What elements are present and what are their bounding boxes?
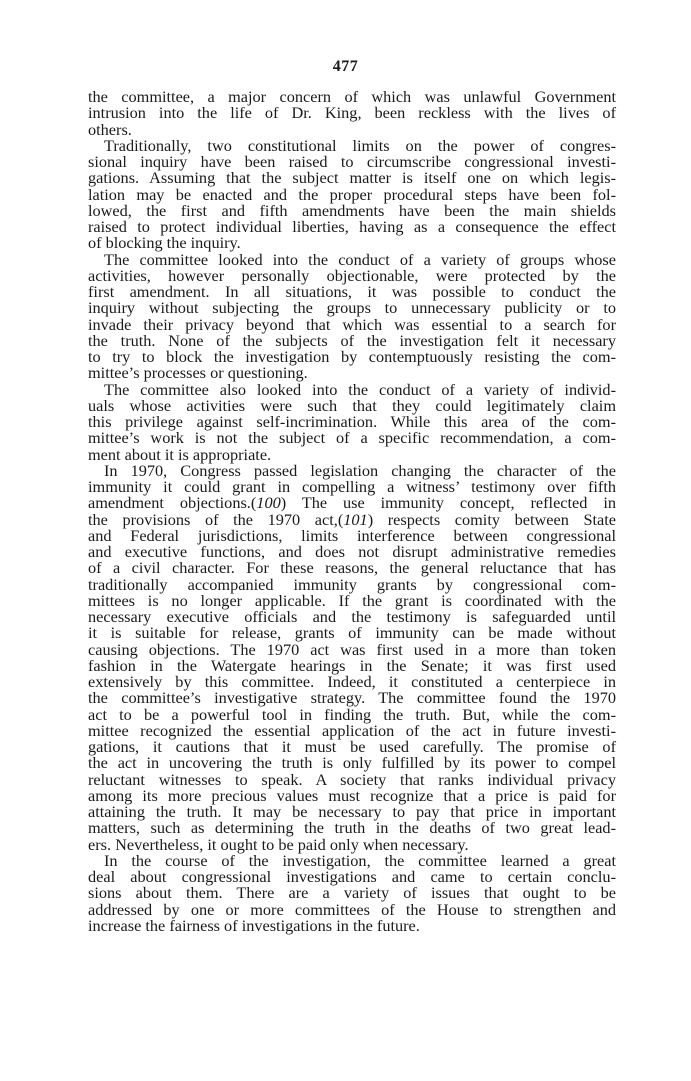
body-text <box>88 89 616 934</box>
text-line: to try to block the investigation by contemptuously resisting the com- <box>88 347 616 366</box>
text-line: mittee recognized the essential application of the act in future investi- <box>88 720 616 740</box>
text-line: activities, however personally objectionable, were protected by the <box>88 265 616 285</box>
text-line: others. <box>88 119 132 139</box>
paragraph <box>88 850 616 935</box>
text-line: mittee’s work is not the subject of a specific recommendation, a com- <box>88 428 616 448</box>
text-line: of blocking the inquiry. <box>88 233 241 253</box>
text-line: The committee looked into the conduct of a variety of groups whose <box>104 249 616 269</box>
text-line: among its more precious values must recognize that a price is paid for <box>88 785 616 805</box>
text-line: of a civil character. For these reasons, the general reluctance that has <box>88 558 616 578</box>
text-line: and executive functions, and does not disrupt administrative remedies <box>88 542 616 561</box>
text-line: gations. Assuming that the subject matter is itself one on which legis- <box>88 168 616 188</box>
text-line: first amendment. In all situations, it was possible to conduct the <box>88 282 616 301</box>
text-line: ers. Nevertheless, it ought to be paid only when necessary. <box>88 834 469 854</box>
text-line: this privilege against self-incrimination. While this area of the com- <box>88 412 616 431</box>
text-line: necessary executive officials and the testimony is safeguarded until <box>88 607 616 626</box>
text-line: lowed, the first and fifth amendments have been the main shields <box>88 200 616 220</box>
text-line: reluctant witnesses to speak. A society that ranks individual privacy <box>88 769 616 789</box>
paragraph <box>88 89 616 138</box>
text-line: mittees is no longer applicable. If the grant is coordinated with the <box>88 590 616 610</box>
text-line: amendment objections.(100) The use immunity concept, reflected in <box>88 493 617 513</box>
text-line: attaining the truth. It may be necessary to pay that price in important <box>88 802 616 821</box>
text-line: addressed by one or more committees of the House to strengthen and <box>88 899 616 919</box>
paragraph <box>88 460 617 854</box>
text-line: it is suitable for release, grants of immunity can be made without <box>88 623 616 643</box>
page-number: 477 <box>332 58 359 75</box>
text-line: uals whose activities were such that they could legitimately claim <box>88 395 616 415</box>
text-line: the truth. None of the subjects of the investigation felt it necessary <box>88 330 616 350</box>
paragraph <box>88 249 616 383</box>
text-line: traditionally accompanied immunity grants by congressional com- <box>88 574 616 594</box>
text-line: extensively by this committee. Indeed, it constituted a centerpiece in <box>88 672 616 691</box>
text-line: Traditionally, two constitutional limits on the power of congres- <box>104 135 616 155</box>
text-line: gations, it cautions that it must be used carefully. The promise of <box>88 737 616 756</box>
text-line: inquiry without subjecting the groups to unnecessary publicity or to <box>88 298 616 318</box>
text-line: act to be a powerful tool in finding the truth. But, while the com- <box>88 704 616 724</box>
text-line: the provisions of the 1970 act,(101) respects comity between State <box>88 509 616 529</box>
text-line: sional inquiry have been raised to circumscribe congressional investi- <box>88 152 616 171</box>
text-line: sions about them. There are a variety of issues that ought to be <box>88 883 616 903</box>
text-line: raised to protect individual liberties, having as a consequence the effect <box>88 217 616 236</box>
text-line: deal about congressional investigations and came to certain conclu- <box>88 867 616 886</box>
text-line: invade their privacy beyond that which was essential to a search for <box>88 314 616 334</box>
text-line: In 1970, Congress passed legislation changing the character of the <box>104 460 616 480</box>
paragraph <box>88 379 616 464</box>
footnote-reference: 101 <box>343 509 368 529</box>
text-line: fashion in the Watergate hearings in the Senate; it was first used <box>88 655 616 675</box>
text-line: intrusion into the life of Dr. King, been reckless with the lives of <box>88 103 616 123</box>
text-line: matters, such as determining the truth in the deaths of two great lead- <box>88 818 616 838</box>
text-line: causing objections. The 1970 act was first used in a more than token <box>88 639 616 659</box>
text-line: The committee also looked into the conduct of a variety of individ- <box>104 379 616 399</box>
footnote-reference: 100 <box>256 493 281 513</box>
text-line: the committee’s investigative strategy. The committee found the 1970 <box>88 688 616 708</box>
text-line: In the course of the investigation, the committee learned a great <box>104 850 616 870</box>
text-line: and Federal jurisdictions, limits interference between congressional <box>88 525 616 545</box>
text-line: increase the fairness of investigations in the future. <box>88 915 420 935</box>
text-line: lation may be enacted and the proper procedural steps have been fol- <box>88 184 616 204</box>
text-line: ment about it is appropriate. <box>88 444 272 464</box>
text-line: the act in uncovering the truth is only fulfilled by its power to compel <box>88 753 616 773</box>
text-line: mittee’s processes or questioning. <box>88 363 308 383</box>
text-line: the committee, a major concern of which was unlawful Government <box>88 87 616 106</box>
text-line: immunity it could grant in compelling a witness’ testimony over fifth <box>88 477 616 496</box>
paragraph <box>88 135 616 253</box>
